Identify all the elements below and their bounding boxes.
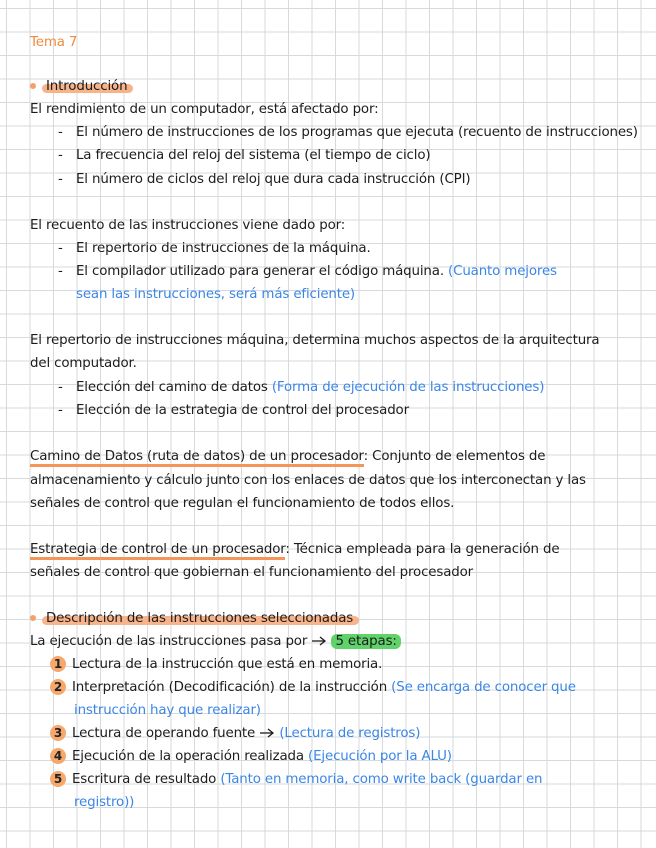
p1-item: - El número de instrucciones de los programas que ejecuta (recuento de instrucciones) bbox=[58, 125, 638, 140]
intro-heading-row bbox=[30, 78, 127, 95]
step-row: 4 Ejecución de la operación realizada (Ejecución por la ALU) bbox=[50, 748, 452, 765]
p1-item: - El número de ciclos del reloj que dura cada instrucción (CPI) bbox=[58, 172, 471, 187]
p1-lead: El rendimiento de un computador, está afectado por: bbox=[30, 102, 379, 117]
p2-note: (Cuanto mejores bbox=[448, 264, 557, 279]
stages-badge: 5 etapas: bbox=[331, 634, 400, 649]
section2-lead-row: La ejecución de las instrucciones pasa por 5 etapas: bbox=[30, 633, 401, 650]
p3-item: - Elección del camino de datos (Forma de ejecución de las instrucciones) bbox=[58, 380, 545, 395]
p3-line2: del computador. bbox=[30, 356, 137, 371]
def1-line3: señales de control que regulan el funcionamiento de todos ellos. bbox=[30, 496, 455, 511]
section2-heading-row bbox=[30, 610, 353, 627]
bullet-dot-icon bbox=[30, 615, 36, 621]
p3-note: (Forma de ejecución de las instrucciones) bbox=[271, 380, 545, 395]
arrow-right-icon bbox=[311, 636, 327, 646]
def1-term: Camino de Datos (ruta de datos) de un procesador bbox=[30, 449, 364, 467]
section2-heading: Descripción de las instrucciones seleccionadas bbox=[46, 611, 354, 626]
arrow-right-icon bbox=[259, 728, 275, 738]
p3-item: - Elección de la estrategia de control del procesador bbox=[58, 403, 409, 418]
intro-heading: Introducción bbox=[46, 79, 128, 94]
page-title: Tema 7 bbox=[30, 35, 78, 50]
p2-note-cont: sean las instrucciones, será más eficiente) bbox=[76, 287, 356, 302]
p2-item: - El compilador utilizado para generar el código máquina. (Cuanto mejores bbox=[58, 264, 557, 279]
def2-term: Estrategia de control de un procesador bbox=[30, 542, 285, 560]
p2-item: - El repertorio de instrucciones de la máquina. bbox=[58, 241, 371, 256]
step-row: 3 Lectura de operando fuente (Lectura de registros) bbox=[50, 725, 420, 742]
def1-line1: Camino de Datos (ruta de datos) de un procesador: Conjunto de elementos de bbox=[30, 448, 545, 465]
step-note-cont: instrucción hay que realizar) bbox=[74, 703, 261, 718]
def1-line2: almacenamiento y cálculo junto con los enlaces de datos que los interconectan y las bbox=[30, 473, 586, 488]
def2-line2: señales de control que gobiernan el funcionamiento del procesador bbox=[30, 565, 474, 580]
p1-item: - La frecuencia del reloj del sistema (el tiempo de ciclo) bbox=[58, 148, 431, 163]
bullet-dot-icon bbox=[30, 83, 36, 89]
p3-line1: El repertorio de instrucciones máquina, determina muchos aspectos de la arquitectura bbox=[30, 333, 600, 348]
p2-lead: El recuento de las instrucciones viene dado por: bbox=[30, 218, 346, 233]
step-row: 2 Interpretación (Decodificación) de la instrucción (Se encarga de conocer que bbox=[50, 679, 576, 696]
step-row: 5 Escritura de resultado (Tanto en memoria, como write back (guardar en bbox=[50, 771, 542, 788]
def2-line1: Estrategia de control de un procesador: Técnica empleada para la generación de bbox=[30, 541, 559, 558]
step-row: 1 Lectura de la instrucción que está en memoria. bbox=[50, 656, 382, 673]
step-note-cont: registro)) bbox=[74, 795, 135, 810]
